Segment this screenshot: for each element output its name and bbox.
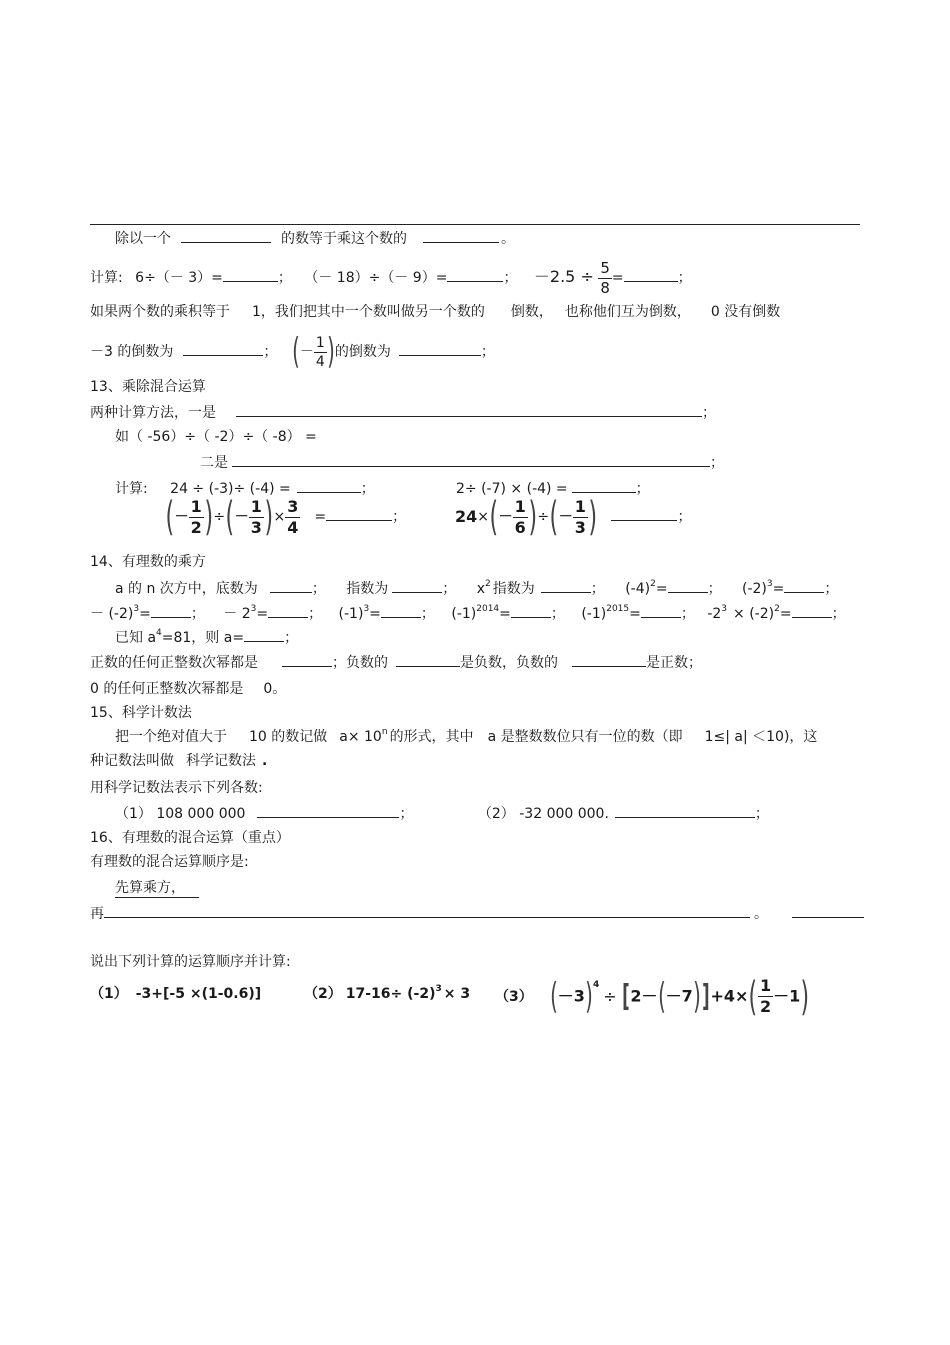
denominator: 3 bbox=[250, 517, 262, 537]
minus: － bbox=[498, 509, 513, 525]
text: (-1) bbox=[451, 606, 477, 622]
text: 0。 bbox=[263, 681, 287, 697]
fraction-1-6 bbox=[513, 496, 528, 537]
method-two-row bbox=[200, 453, 724, 472]
equals: = bbox=[779, 606, 792, 622]
text: 两种计算方法，一是 bbox=[90, 405, 216, 421]
sep: ； bbox=[480, 344, 495, 360]
text: 的倒数为 bbox=[334, 344, 391, 360]
expr-1: -3+[-5 ×(1-0.6)] bbox=[135, 986, 262, 1002]
text: a 的 n 次方中，底数为 bbox=[115, 581, 258, 597]
multiply: × bbox=[273, 509, 286, 525]
expr-2: （－ 18）÷（－ 9）= bbox=[304, 270, 448, 286]
sep: ； bbox=[399, 806, 414, 822]
denominator: 6 bbox=[514, 517, 526, 537]
text: 是正数； bbox=[646, 655, 702, 671]
equals: = bbox=[629, 606, 641, 622]
answer-blank[interactable] bbox=[270, 579, 312, 593]
sep: ； bbox=[420, 606, 435, 622]
answer-blank[interactable] bbox=[399, 342, 481, 356]
left-paren: ( bbox=[225, 494, 235, 540]
numerator: 5 bbox=[600, 258, 610, 277]
right-paren: ) bbox=[692, 975, 701, 1017]
text: 的形式，其中 bbox=[389, 729, 474, 745]
divide: ÷ bbox=[537, 509, 550, 525]
reciprocal-division-rule bbox=[115, 229, 515, 248]
text: 科学记数法 bbox=[186, 753, 256, 769]
equals: = bbox=[772, 581, 785, 597]
power-exercise-row bbox=[90, 604, 846, 623]
label: （2） bbox=[304, 986, 342, 1002]
numerator: 1 bbox=[574, 496, 586, 516]
sci-notation-definition bbox=[115, 728, 817, 746]
text: 把一个绝对值大于 bbox=[115, 729, 227, 745]
exponent: 4 bbox=[592, 980, 600, 990]
left-paren: ( bbox=[549, 494, 559, 540]
expr-3: －2.5 ÷ bbox=[533, 267, 594, 286]
fraction-1-4 bbox=[314, 336, 327, 369]
division-exercise-row bbox=[90, 257, 692, 297]
equals: = bbox=[139, 606, 151, 622]
answer-blank[interactable] bbox=[572, 479, 636, 493]
answer-blank[interactable] bbox=[423, 229, 499, 243]
minus: － bbox=[234, 509, 249, 525]
label: 计算: bbox=[115, 481, 148, 497]
text: （1） 108 000 000 bbox=[115, 806, 246, 822]
answer-blank[interactable] bbox=[447, 268, 503, 282]
expr-2: 17-16÷ (-2) bbox=[345, 986, 436, 1002]
answer-blank[interactable] bbox=[784, 579, 824, 593]
text: 1≤| a| ＜10)，这 bbox=[704, 729, 818, 745]
answer-blank[interactable] bbox=[223, 268, 278, 282]
text: 指数为 bbox=[492, 581, 535, 597]
multiply: × bbox=[477, 509, 489, 525]
equals: = bbox=[655, 581, 668, 597]
text: 的数等于乘这个数的 bbox=[281, 231, 407, 247]
exponent: 2 bbox=[650, 579, 656, 589]
minus: － bbox=[558, 509, 573, 525]
answer-blank[interactable] bbox=[392, 579, 442, 593]
header-rule bbox=[90, 224, 860, 225]
text: . bbox=[262, 753, 268, 769]
answer-blank[interactable] bbox=[183, 342, 263, 356]
text: －3 的倒数为 bbox=[90, 344, 174, 360]
numerator: 1 bbox=[514, 496, 526, 516]
left-paren: ( bbox=[657, 975, 666, 1017]
exponent: n bbox=[381, 727, 388, 737]
text: － (-2) bbox=[90, 606, 134, 622]
sep: ； bbox=[635, 481, 650, 497]
text: 1，我们把其中一个数叫做另一个数的 bbox=[252, 304, 485, 320]
text: 指数为 bbox=[346, 581, 389, 597]
sep: ； bbox=[824, 581, 839, 597]
left-bracket: [ bbox=[621, 978, 630, 1014]
fraction-1-2 bbox=[189, 496, 204, 537]
text: 2－ bbox=[630, 986, 658, 1006]
exponent: 4 bbox=[156, 628, 162, 638]
expr-1: 6÷（－ 3）= bbox=[135, 270, 223, 286]
sep: ； bbox=[710, 455, 724, 471]
fraction-expr bbox=[291, 331, 335, 372]
right-paren: ) bbox=[585, 975, 593, 1017]
text: (-1) bbox=[338, 606, 364, 622]
text: 倒数， bbox=[510, 304, 553, 320]
minus: － bbox=[174, 509, 189, 525]
exponent: 3 bbox=[250, 604, 257, 614]
equals: = bbox=[314, 509, 327, 525]
denominator: 3 bbox=[574, 517, 586, 537]
exponent: 2 bbox=[774, 604, 780, 614]
reciprocal-definition bbox=[90, 303, 780, 321]
answer-blank[interactable] bbox=[236, 403, 702, 417]
sci-notation-name bbox=[90, 752, 267, 770]
text: －1 bbox=[773, 986, 801, 1006]
section-15-heading: 15、科学计数法 bbox=[90, 705, 192, 721]
exponent: 3 bbox=[133, 604, 140, 614]
fraction-5-8 bbox=[598, 258, 612, 297]
text: 种记数法叫做 bbox=[90, 753, 174, 769]
sep: ； bbox=[677, 509, 692, 525]
sep: ； bbox=[831, 606, 846, 622]
fraction-1-3 bbox=[573, 496, 588, 537]
mixed-ops-prompt: 说出下列计算的运算顺序并计算: bbox=[90, 954, 291, 970]
right-paren: ) bbox=[800, 973, 810, 1020]
answer-blank[interactable] bbox=[257, 804, 399, 818]
answer-blank[interactable] bbox=[244, 628, 284, 642]
sep: ； bbox=[284, 630, 299, 646]
sep: ； bbox=[677, 270, 692, 286]
answer-blank[interactable] bbox=[151, 604, 191, 618]
exponent: 3 bbox=[363, 604, 370, 614]
text: (-1) bbox=[581, 606, 607, 622]
answer-blank[interactable] bbox=[792, 904, 864, 918]
text: 再 bbox=[90, 906, 104, 922]
label: 计算: bbox=[90, 270, 123, 286]
text: 0 没有倒数 bbox=[710, 304, 781, 320]
answer-blank[interactable] bbox=[268, 604, 308, 618]
sep: ； bbox=[680, 606, 695, 622]
section-16-heading: 16、有理数的混合运算（重点） bbox=[90, 830, 290, 846]
text: 如果两个数的乘积等于 bbox=[90, 304, 230, 320]
divide: ÷ bbox=[603, 986, 617, 1006]
sep: ； bbox=[277, 270, 292, 286]
label: （3） bbox=[495, 989, 533, 1005]
exponent: 3 bbox=[721, 604, 728, 614]
first-step-text: 先算乘方， bbox=[115, 879, 199, 898]
left-paren: ( bbox=[748, 973, 758, 1020]
sep: ； bbox=[702, 405, 716, 421]
sep: ； bbox=[311, 581, 326, 597]
text: 二是 bbox=[200, 455, 228, 471]
power-terms-row bbox=[115, 579, 838, 598]
sep: ； bbox=[707, 581, 722, 597]
right-paren: ) bbox=[264, 494, 273, 540]
text: 正数的任何正整数次幂都是 bbox=[90, 655, 258, 671]
text: 10 的数记做 bbox=[249, 729, 328, 745]
then-step-row bbox=[90, 904, 864, 923]
mixed-ops-exercises bbox=[90, 977, 470, 1021]
exponent: 2014 bbox=[476, 604, 500, 614]
section-13-heading: 13、乘除混合运算 bbox=[90, 379, 206, 395]
answer-blank[interactable] bbox=[615, 804, 755, 818]
expr: 2÷ (-7) × (-4) = bbox=[456, 481, 568, 497]
text: －7 bbox=[665, 986, 693, 1006]
numerator: 1 bbox=[315, 334, 325, 351]
sign-rule-row bbox=[90, 653, 702, 672]
answer-blank[interactable] bbox=[104, 904, 750, 918]
sep: ； bbox=[190, 606, 205, 622]
answer-blank[interactable] bbox=[297, 479, 361, 493]
exponent: 2015 bbox=[606, 604, 630, 614]
right-paren: ) bbox=[588, 494, 597, 540]
text: x bbox=[476, 581, 486, 597]
sep: ； bbox=[263, 344, 278, 360]
fraction-expr-right bbox=[455, 494, 691, 540]
sci-notation-exercises bbox=[115, 804, 769, 823]
text: (-2) bbox=[742, 581, 767, 597]
text: a× 10 bbox=[339, 729, 382, 745]
left-paren: ( bbox=[165, 494, 175, 540]
text: =81，则 a= bbox=[161, 630, 245, 646]
fraction-expr-left bbox=[165, 494, 406, 540]
answer-blank[interactable] bbox=[624, 268, 678, 282]
equals: = bbox=[256, 606, 269, 622]
fraction-1-3 bbox=[249, 496, 264, 537]
label: （1） bbox=[90, 986, 128, 1002]
equals: = bbox=[369, 606, 381, 622]
answer-blank[interactable] bbox=[792, 604, 832, 618]
answer-blank[interactable] bbox=[326, 507, 392, 521]
text: 。 bbox=[501, 231, 515, 247]
section-14-heading: 14、有理数的乘方 bbox=[90, 554, 206, 570]
text: 也称他们互为倒数， bbox=[564, 304, 691, 320]
text: × (-2) bbox=[733, 606, 775, 622]
sep: ； bbox=[392, 509, 407, 525]
text: (-4) bbox=[625, 581, 651, 597]
right-bracket: ] bbox=[701, 978, 710, 1014]
two-methods-row bbox=[90, 403, 716, 422]
divide: ÷ bbox=[213, 509, 226, 525]
right-paren: ) bbox=[204, 494, 213, 540]
left-paren: ( bbox=[489, 494, 499, 540]
right-paren: ) bbox=[326, 331, 335, 372]
text: a 是整数数位只有一位的数（即 bbox=[487, 729, 683, 745]
denominator: 2 bbox=[190, 517, 202, 537]
fraction-1-2 bbox=[758, 978, 773, 1015]
text: 0 的任何正整数次幂都是 bbox=[90, 681, 244, 697]
text: 除以一个 bbox=[115, 231, 171, 247]
sep: ； bbox=[360, 481, 375, 497]
denominator: 4 bbox=[315, 353, 325, 370]
sep: ； bbox=[308, 606, 323, 622]
answer-blank[interactable] bbox=[611, 507, 677, 521]
exponent: 3 bbox=[766, 579, 773, 589]
text: ；负数的 bbox=[332, 655, 388, 671]
right-paren: ) bbox=[528, 494, 537, 540]
sep: ； bbox=[550, 606, 565, 622]
mixed-ops-expr-3 bbox=[495, 972, 810, 1020]
left-paren: ( bbox=[291, 331, 300, 372]
denominator: 4 bbox=[287, 517, 299, 537]
sep: ； bbox=[754, 806, 769, 822]
numerator: 1 bbox=[190, 496, 202, 516]
text: 已知 a bbox=[115, 630, 157, 646]
text: +4× bbox=[710, 986, 749, 1006]
fraction-3-4 bbox=[285, 496, 300, 537]
minus: － bbox=[299, 344, 314, 360]
text: －3 bbox=[557, 986, 585, 1006]
answer-blank[interactable] bbox=[396, 653, 460, 667]
order-of-operations-prompt: 有理数的混合运算顺序是: bbox=[90, 854, 249, 870]
sep: ； bbox=[503, 270, 518, 286]
numerator: 1 bbox=[760, 976, 772, 995]
exponent: 3 bbox=[435, 984, 442, 994]
number: 24 bbox=[455, 507, 478, 526]
denominator: 2 bbox=[760, 997, 772, 1016]
text: 是负数，负数的 bbox=[460, 655, 558, 671]
numerator: 1 bbox=[250, 496, 262, 516]
left-paren: ( bbox=[549, 975, 558, 1017]
numerator: 3 bbox=[287, 496, 299, 516]
reciprocal-exercise-row bbox=[90, 330, 495, 374]
answer-blank[interactable] bbox=[641, 604, 681, 618]
text: 。 bbox=[754, 906, 768, 922]
answer-blank[interactable] bbox=[511, 604, 551, 618]
denominator: 8 bbox=[600, 278, 610, 297]
text: （2） -32 000 000. bbox=[477, 806, 609, 822]
equals: = bbox=[499, 606, 511, 622]
answer-blank[interactable] bbox=[232, 453, 710, 467]
answer-blank[interactable] bbox=[572, 653, 646, 667]
given-power-row bbox=[115, 628, 298, 647]
answer-blank[interactable] bbox=[381, 604, 421, 618]
text: － 2 bbox=[223, 606, 251, 622]
answer-blank[interactable] bbox=[282, 653, 332, 667]
answer-blank[interactable] bbox=[668, 579, 708, 593]
exponent: 2 bbox=[485, 579, 491, 589]
text: -2 bbox=[707, 606, 722, 622]
text: = bbox=[611, 270, 624, 286]
expr: 24 ÷ (-3)÷ (-4) = bbox=[170, 481, 291, 497]
answer-blank[interactable] bbox=[541, 579, 591, 593]
sep: ； bbox=[442, 581, 457, 597]
answer-blank[interactable] bbox=[181, 229, 271, 243]
sci-notation-prompt: 用科学记数法表示下列各数: bbox=[90, 780, 263, 796]
sep: ； bbox=[590, 581, 605, 597]
example-expression: 如（ -56）÷（ -2）÷（ -8） = bbox=[115, 429, 317, 445]
text: × 3 bbox=[443, 986, 471, 1002]
zero-power-row bbox=[90, 680, 286, 698]
